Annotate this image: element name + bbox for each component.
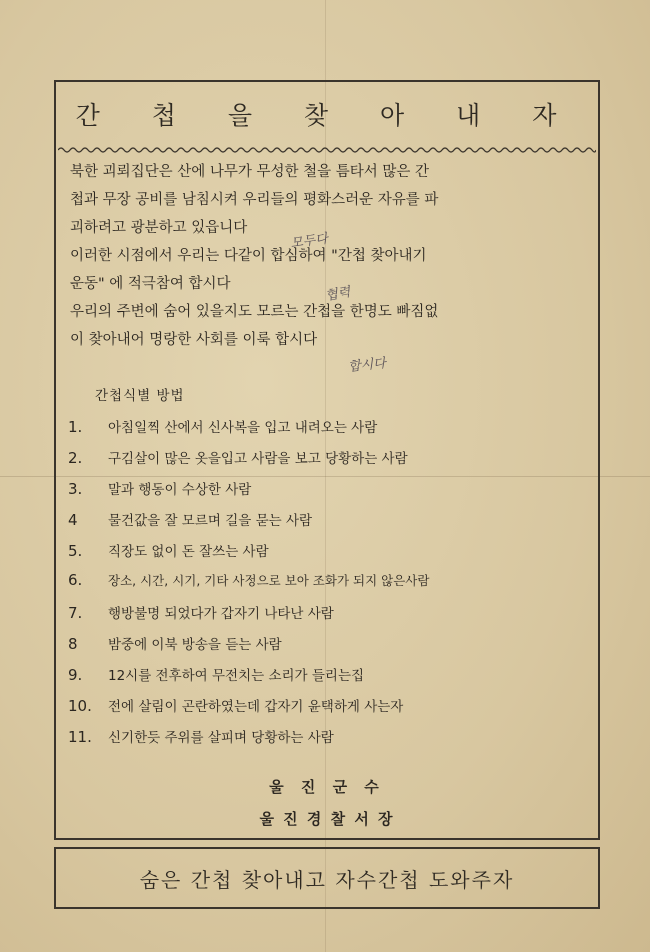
item-number: 3. <box>68 480 83 498</box>
item-number: 6. <box>68 571 83 589</box>
intro-line: 이러한 시점에서 우리는 다같이 합심하여 "간첩 찾아내기 <box>70 248 427 264</box>
method-heading: 간첩식별 방법 <box>95 388 185 404</box>
footer-slogan: 숨은 간첩 찾아내고 자수간첩 도와주자 <box>54 847 600 909</box>
intro-line: 첩과 무장 공비를 남침시켜 우리들의 평화스러운 자유를 파 <box>70 192 439 208</box>
list-item <box>68 540 596 571</box>
item-number: 5. <box>68 542 83 560</box>
intro-line: 이 찾아내어 명랑한 사회를 이룩 합시다 <box>70 332 318 348</box>
item-text: 12시를 전후하여 무전치는 소리가 들리는집 <box>108 668 365 684</box>
wavy-divider <box>58 146 596 154</box>
list-item <box>68 633 596 664</box>
item-text: 전에 살림이 곤란하였는데 갑자기 윤택하게 사는자 <box>108 699 404 715</box>
list-item <box>68 571 596 602</box>
intro-line: 우리의 주변에 숨어 있을지도 모르는 간첩을 한명도 빠짐없 <box>70 304 439 320</box>
item-text: 신기한듯 주위를 살피며 당황하는 사람 <box>108 730 334 746</box>
item-text: 장소, 시간, 시기, 기타 사정으로 보아 조화가 되지 않은사람 <box>108 573 430 588</box>
list-item <box>68 478 596 509</box>
item-number: 9. <box>68 666 83 684</box>
intro-line: 운동" 에 적극참여 합시다 <box>70 276 231 292</box>
handwritten-note: 협력 <box>324 284 352 305</box>
list-item <box>68 726 596 757</box>
method-list <box>68 416 596 757</box>
list-item <box>68 664 596 695</box>
issuer-county: 울 진 군 수 <box>269 778 385 796</box>
item-text: 아침일찍 산에서 신사복을 입고 내려오는 사람 <box>108 420 378 436</box>
item-number: 11. <box>68 728 92 746</box>
issuer-police: 울 진 경 찰 서 장 <box>259 810 395 828</box>
intro-line: 괴하려고 광분하고 있읍니다 <box>70 220 248 236</box>
item-text: 물건값을 잘 모르며 길을 묻는 사람 <box>108 513 313 529</box>
list-item <box>68 447 596 478</box>
item-number: 8 <box>68 635 78 653</box>
list-item <box>68 416 596 447</box>
list-item <box>68 695 596 726</box>
item-number: 7. <box>68 604 83 622</box>
page-title: 간 첩 을 찾 아 내 자 <box>75 101 579 130</box>
item-number: 2. <box>68 449 83 467</box>
handwritten-note: 모두다 <box>289 231 329 252</box>
item-number: 1. <box>68 418 83 436</box>
handwritten-note: 합시다 <box>347 356 387 375</box>
item-text: 직장도 없이 돈 잘쓰는 사람 <box>108 544 269 560</box>
item-text: 행방불명 되었다가 갑자기 나타난 사람 <box>108 606 334 622</box>
item-text: 말과 행동이 수상한 사람 <box>108 482 252 498</box>
item-text: 구김살이 많은 옷을입고 사람을 보고 당황하는 사람 <box>108 451 408 467</box>
list-item <box>68 602 596 633</box>
intro-line: 북한 괴뢰집단은 산에 나무가 무성한 철을 틈타서 많은 간 <box>70 164 430 180</box>
item-text: 밤중에 이북 방송을 듣는 사람 <box>108 637 282 653</box>
list-item <box>68 509 596 540</box>
item-number: 4 <box>68 511 78 529</box>
item-number: 10. <box>68 697 92 715</box>
